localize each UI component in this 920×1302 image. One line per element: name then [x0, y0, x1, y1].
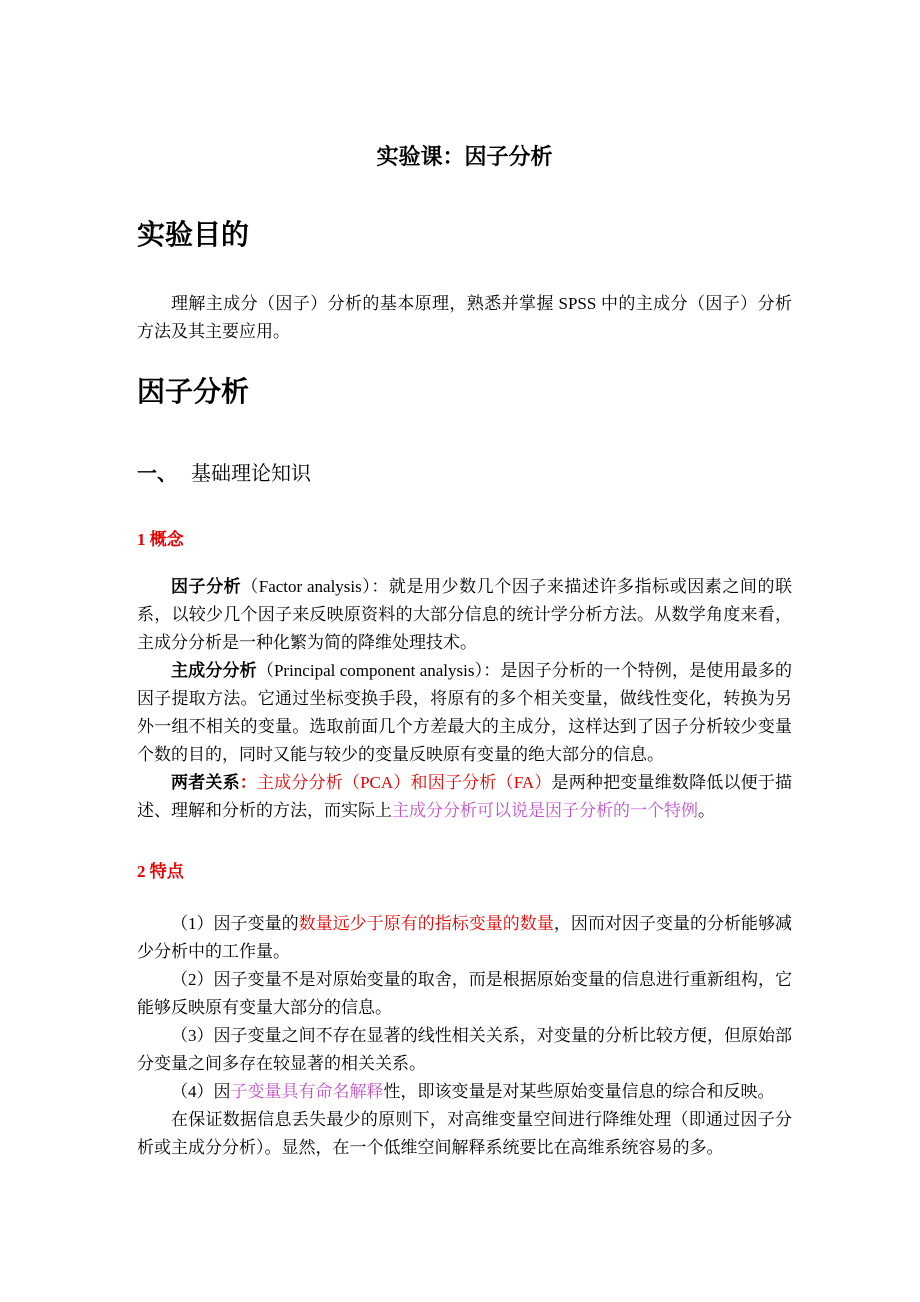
paragraph-factor-analysis-definition	[137, 573, 792, 657]
relationship-magenta-highlight: 主成分分析可以说是因子分析的一个特例	[392, 801, 698, 820]
term-relationship: 两者关系	[171, 773, 240, 792]
paragraph-period: 。	[698, 801, 715, 820]
paragraph-text: 性，即该变量是对某些原始变量信息的综合和反映。	[383, 1082, 775, 1101]
section-number: 一、	[137, 463, 177, 485]
paragraph-pca-definition	[137, 657, 792, 769]
term-factor-analysis: 因子分析	[171, 577, 242, 596]
paragraph-text: 是两种把变量维数降低以便于描述、理解和分析的方法，而实际上	[137, 773, 793, 820]
section-heading-basic-theory	[137, 461, 792, 487]
term-principal-component-analysis: 主成分分析	[171, 661, 257, 680]
feature-item-1	[137, 910, 792, 966]
feature-item-4	[137, 1078, 792, 1106]
section-label: 基础理论知识	[191, 463, 311, 485]
paragraph-text: （Principal component analysis）：是因子分析的一个特例，是使用最多的因子提取方法。它通过坐标变换手段，将原有的多个相关变量，做线性变化，转换为另外一组不相关的变量。选取前面几个方差最大的主成分，这样达到了因子分析较少变量个数的目的，同时又能与较少的变量反映原有变量的绝大部分的信息。	[137, 661, 793, 764]
paragraph-text: （Factor analysis）：就是用少数几个因子来描述许多指标或因素之间的联系，以较少几个因子来反映原资料的大部分信息的统计学分析方法。从数学角度来看，主成分分析是一种化繁为简的降维处理技术。	[137, 577, 792, 652]
heading-factor-analysis: 因子分析	[137, 377, 250, 408]
paragraph-text: （1）因子变量的	[171, 914, 299, 933]
relationship-colon: ：	[239, 773, 257, 792]
paragraph-text: （4）因	[171, 1082, 231, 1101]
feature4-magenta-highlight: 子变量具有命名解释	[230, 1082, 384, 1101]
paragraph-closing: 在保证数据信息丢失最少的原则下，对高维变量空间进行降维处理（即通过因子分析或主成分分析）。显然，在一个低维空间解释系统要比在高维系统容易的多。	[137, 1110, 792, 1157]
subheading-features: 2 特点	[137, 862, 184, 881]
feature1-red-highlight: 数量远少于原有的指标变量的数量	[298, 914, 554, 933]
feature-item-2: （2）因子变量不是对原始变量的取舍，而是根据原始变量的信息进行重新组构，它能够反映原有变量大部分的信息。	[137, 970, 792, 1017]
paragraph-relationship	[137, 769, 792, 825]
document-title: 实验课：因子分析	[376, 144, 553, 169]
subheading-concept: 1 概念	[137, 530, 184, 549]
feature-item-3: （3）因子变量之间不存在显著的线性相关关系，对变量的分析比较方便，但原始部分变量之间多存在较显著的相关关系。	[137, 1026, 792, 1073]
paragraph-text: ，因而对因子变量的分析能够减少分析中的工作量。	[137, 914, 793, 961]
relationship-red-highlight: 主成分分析（PCA）和因子分析（FA）	[256, 773, 552, 792]
heading-experiment-purpose: 实验目的	[137, 220, 250, 251]
paragraph-purpose: 理解主成分（因子）分析的基本原理，熟悉并掌握 SPSS 中的主成分（因子）分析方法及其主要应用。	[137, 294, 792, 341]
